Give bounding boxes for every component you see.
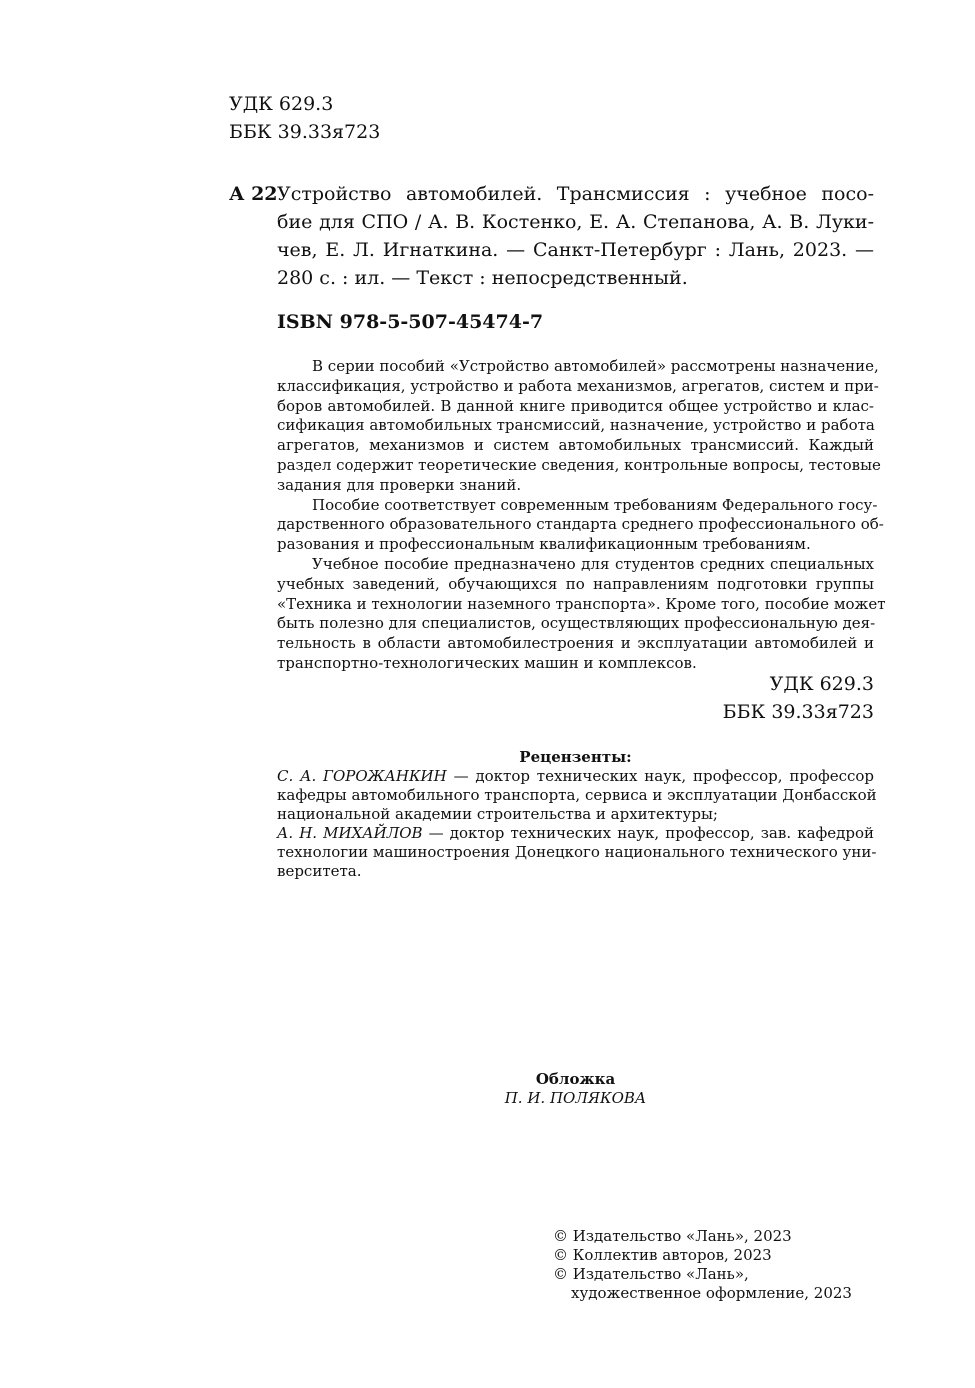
reviewers-list	[277, 767, 877, 881]
copyright-line: художественное оформление, 2023	[571, 1284, 852, 1302]
reviewer-name: С. А. ГОРОЖАНКИН	[277, 767, 447, 785]
header-classification	[229, 90, 380, 146]
reviewer-text: — доктор технических наук, профессор, профессор	[446, 767, 875, 785]
abstract-line: боров автомобилей. В данной книге приводится общее устройство и клас-	[277, 396, 874, 415]
copyright-block	[553, 1227, 852, 1303]
abstract-line: транспортно-технологических машин и комплексов.	[277, 653, 697, 672]
reviewer-line	[277, 824, 874, 843]
classification-udk: УДК 629.3	[769, 673, 874, 695]
reviewers-title: Рецензенты:	[519, 748, 632, 766]
abstract-line: Учебное пособие предназначено для студентов средних специальных	[312, 554, 874, 573]
classification-block	[577, 670, 874, 726]
reviewer-line: технологии машиностроения Донецкого национального технического уни-	[277, 843, 877, 861]
copyright-line: © Коллектив авторов, 2023	[553, 1246, 772, 1264]
header-udk: УДК 629.3	[229, 93, 334, 115]
reviewer-name: А. Н. МИХАЙЛОВ	[277, 824, 423, 842]
reviewer-line	[277, 767, 874, 786]
entry-line: Устройство автомобилей. Трансмиссия : учебное посо-	[277, 183, 874, 205]
abstract-line: Пособие соответствует современным требованиям Федерального госу-	[312, 495, 878, 514]
header-bbk: ББК 39.33я723	[229, 121, 381, 143]
reviewer-line: верситета.	[277, 862, 362, 880]
abstract-line: сификация автомобильных трансмиссий, назначение, устройство и работа	[277, 416, 875, 435]
abstract-line: быть полезно для специалистов, осуществляющих профессиональную дея-	[277, 614, 876, 633]
reviewer-line: кафедры автомобильного транспорта, сервиса и эксплуатации Донбасской	[277, 786, 877, 804]
cover-artist: П. И. ПОЛЯКОВА	[504, 1089, 647, 1107]
abstract-line: В серии пособий «Устройство автомобилей» рассмотрены назначение,	[312, 357, 879, 375]
isbn: ISBN 978-5-507-45474-7	[277, 311, 544, 333]
copyright-line: © Издательство «Лань», 2023	[553, 1227, 792, 1245]
entry-description	[277, 180, 874, 292]
abstract-line: задания для проверки знаний.	[277, 475, 522, 494]
entry-code: А 22	[229, 183, 278, 205]
entry-line: чев, Е. Л. Игнаткина. — Санкт-Петербург : Лань, 2023. —	[277, 239, 874, 261]
abstract-line: раздел содержит теоретические сведения, контрольные вопросы, тестовые	[277, 455, 881, 474]
cover-title: Обложка	[535, 1070, 616, 1088]
abstract	[277, 357, 886, 674]
abstract-line: «Техника и технологии наземного транспорта». Кроме того, пособие может	[277, 594, 886, 613]
cover-credit	[277, 1070, 874, 1108]
abstract-line: тельность в области автомобилестроения и эксплуатации автомобилей и	[277, 634, 874, 653]
reviewer-text: — доктор технических наук, профессор, зав. кафедрой	[422, 824, 874, 842]
classification-bbk: ББК 39.33я723	[722, 701, 874, 723]
copyright-line: © Издательство «Лань»,	[553, 1265, 749, 1283]
abstract-line: учебных заведений, обучающихся по направлениям подготовки группы	[277, 574, 874, 593]
reviewer-line: национальной академии строительства и архитектуры;	[277, 805, 718, 823]
abstract-line: классификация, устройство и работа механизмов, агрегатов, систем и при-	[277, 376, 879, 395]
abstract-line: разования и профессиональным квалификационным требованиям.	[277, 535, 811, 554]
entry-line: 280 с. : ил. — Текст : непосредственный.	[277, 267, 688, 289]
entry-line: бие для СПО / А. В. Костенко, Е. А. Степанова, А. В. Луки-	[277, 211, 874, 233]
abstract-line: агрегатов, механизмов и систем автомобильных трансмиссий. Каждый	[277, 436, 874, 455]
abstract-line: дарственного образовательного стандарта среднего профессионального об-	[277, 515, 884, 534]
